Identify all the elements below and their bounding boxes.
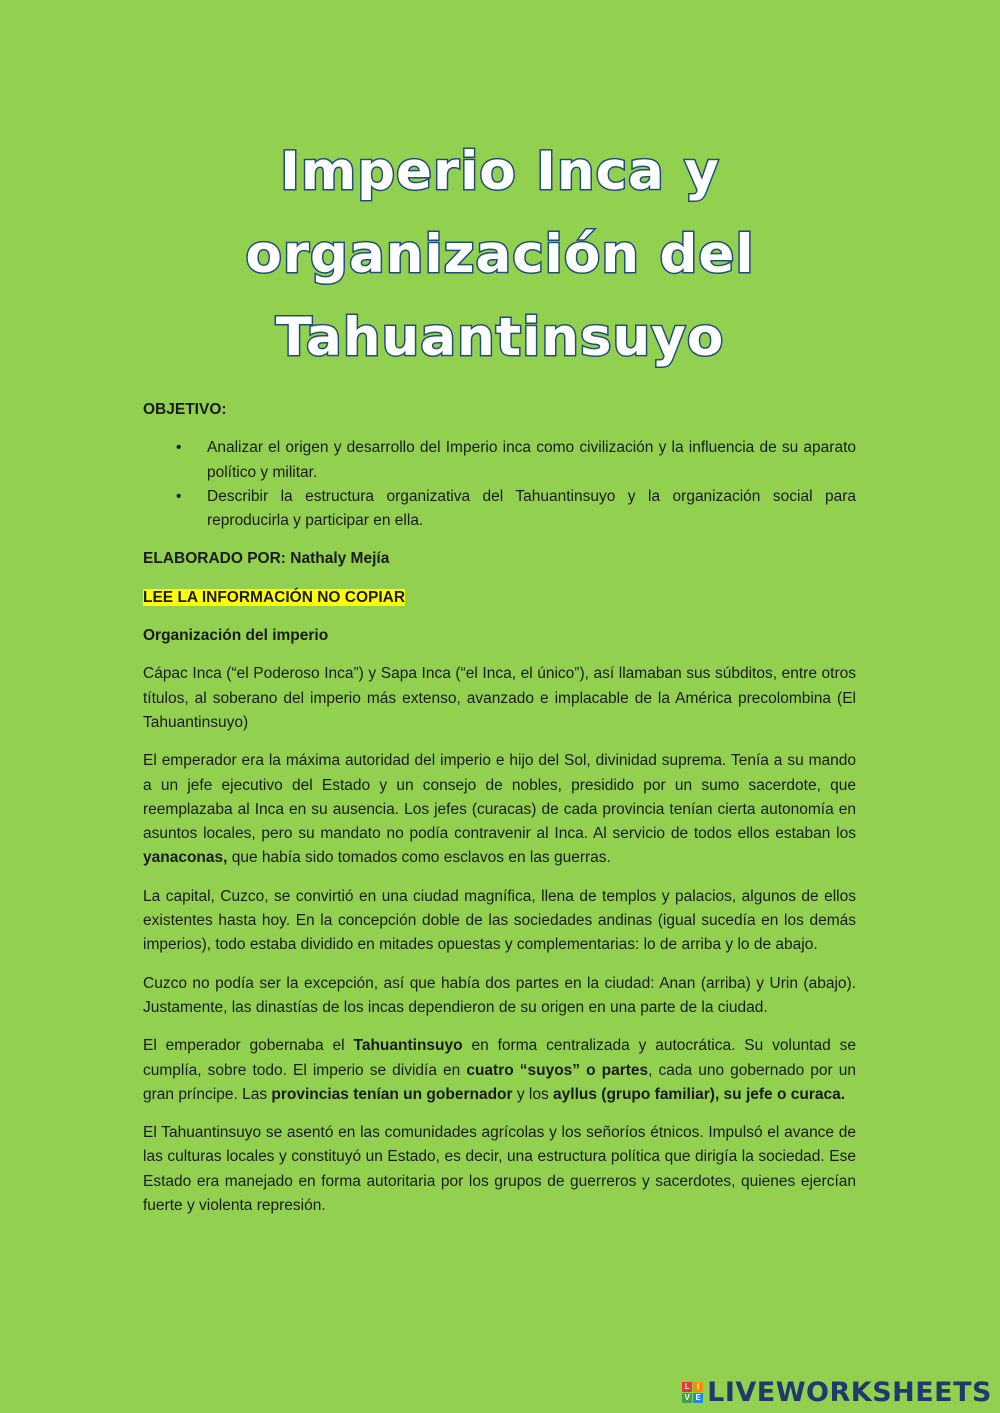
paragraph-3: La capital, Cuzco, se convirtió en una ciudad magnífica, llena de templos y palacios, algunos de ellos existentes hasta hoy. En la concepción doble de las sociedades andinas (igual sucedía en los demás imperios), todo estaba dividido en mitades opuestas y complementarias: lo de arriba y lo de abajo. [143, 887, 856, 954]
bold-run: yanaconas, [143, 849, 228, 867]
logo-mark-cell: V [682, 1393, 692, 1403]
paragraph-5 [143, 1034, 856, 1107]
title-line-3: Tahuantinsuyo [275, 307, 725, 368]
bullet-icon: • [176, 439, 182, 457]
objective-heading: OBJETIVO: [143, 401, 227, 418]
bold-run: cuatro “suyos” o partes [466, 1061, 649, 1079]
text-run: y los [512, 1085, 554, 1103]
logo-mark-cell: L [682, 1382, 692, 1392]
objective-item [143, 485, 856, 534]
logo-mark-icon [682, 1382, 703, 1403]
text-run: El emperador gobernaba el [143, 1037, 354, 1055]
bullet-icon: • [176, 487, 182, 505]
bold-run: Tahuantinsuyo [353, 1037, 463, 1055]
text-run: El emperador era la máxima autoridad del imperio e hijo del Sol, divinidad suprema. Tenía a su mando a un jefe ejecutivo del Estado y un consejo de nobles, presidido por un sumo sacerdote, que reemplazaba al Inca en su ausencia. Los jefes (curacas) de cada provincia tenían cierta autonomía en asuntos locales, pero su mandato no podía contravenir al Inca. Al servicio de todos ellos estaban los [143, 752, 856, 843]
document-body [143, 398, 856, 1232]
text-run: en forma centralizada y autocrática. Su voluntad se cumplía, sobre todo. El imperio se dividía en [143, 1037, 856, 1079]
text-run: que había sido tomados como esclavos en las guerras. [227, 849, 611, 867]
paragraph-6: El Tahuantinsuyo se asentó en las comunidades agrícolas y los señoríos étnicos. Impulsó el avance de las culturas locales y constituyó un Estado, es decir, una estructura política que dirigía la sociedad. Ese Estado era manejado en forma autoritaria por los grupos de guerreros y sacerdotes, quienes ejercían fuerte y violenta represión. [143, 1124, 856, 1215]
bold-run: ayllus (grupo familiar), su jefe o curaca. [553, 1085, 846, 1103]
title-line-1: Imperio Inca y [280, 141, 720, 202]
text-run: , cada uno gobernado por un gran príncipe. Las [143, 1061, 857, 1103]
liveworksheets-logo[interactable] [682, 1375, 992, 1409]
objective-text: Analizar el origen y desarrollo del Imperio inca como civilización y la influencia de su aparato político y militar. [207, 439, 856, 481]
objective-item [143, 436, 856, 485]
objective-text: Describir la estructura organizativa del Tahuantinsuyo y la organización social para reproducirla y participar en ella. [207, 487, 856, 530]
objective-list [143, 436, 856, 533]
author-line: ELABORADO POR: Nathaly Mejía [143, 550, 390, 568]
logo-mark-cell: E [693, 1393, 703, 1403]
paragraph-4: Cuzco no podía ser la excepción, así que había dos partes en la ciudad: Anan (arriba) y Urin (abajo). Justamente, las dinastías de los incas dependieron de su origen en una parte de la ciudad. [143, 974, 856, 1016]
notice-line [143, 586, 856, 610]
logo-text: LIVEWORKSHEETS [707, 1376, 992, 1408]
paragraph-1: Cápac Inca (“el Poderoso Inca”) y Sapa Inca (“el Inca, el único”), así llamaban sus súbditos, entre otros títulos, al soberano del imperio más extenso, avanzado e implacable de la América precolombina (El Tahuantinsuyo) [143, 665, 856, 731]
section-heading: Organización del imperio [143, 627, 329, 645]
notice-highlight: LEE LA INFORMACIÓN NO COPIAR [143, 588, 406, 606]
page-title [0, 130, 1000, 379]
logo-mark-cell: I [693, 1382, 703, 1392]
title-line-2: organización del [245, 224, 755, 285]
paragraph-2 [143, 749, 856, 870]
bold-run: provincias tenían un gobernador [271, 1085, 513, 1103]
